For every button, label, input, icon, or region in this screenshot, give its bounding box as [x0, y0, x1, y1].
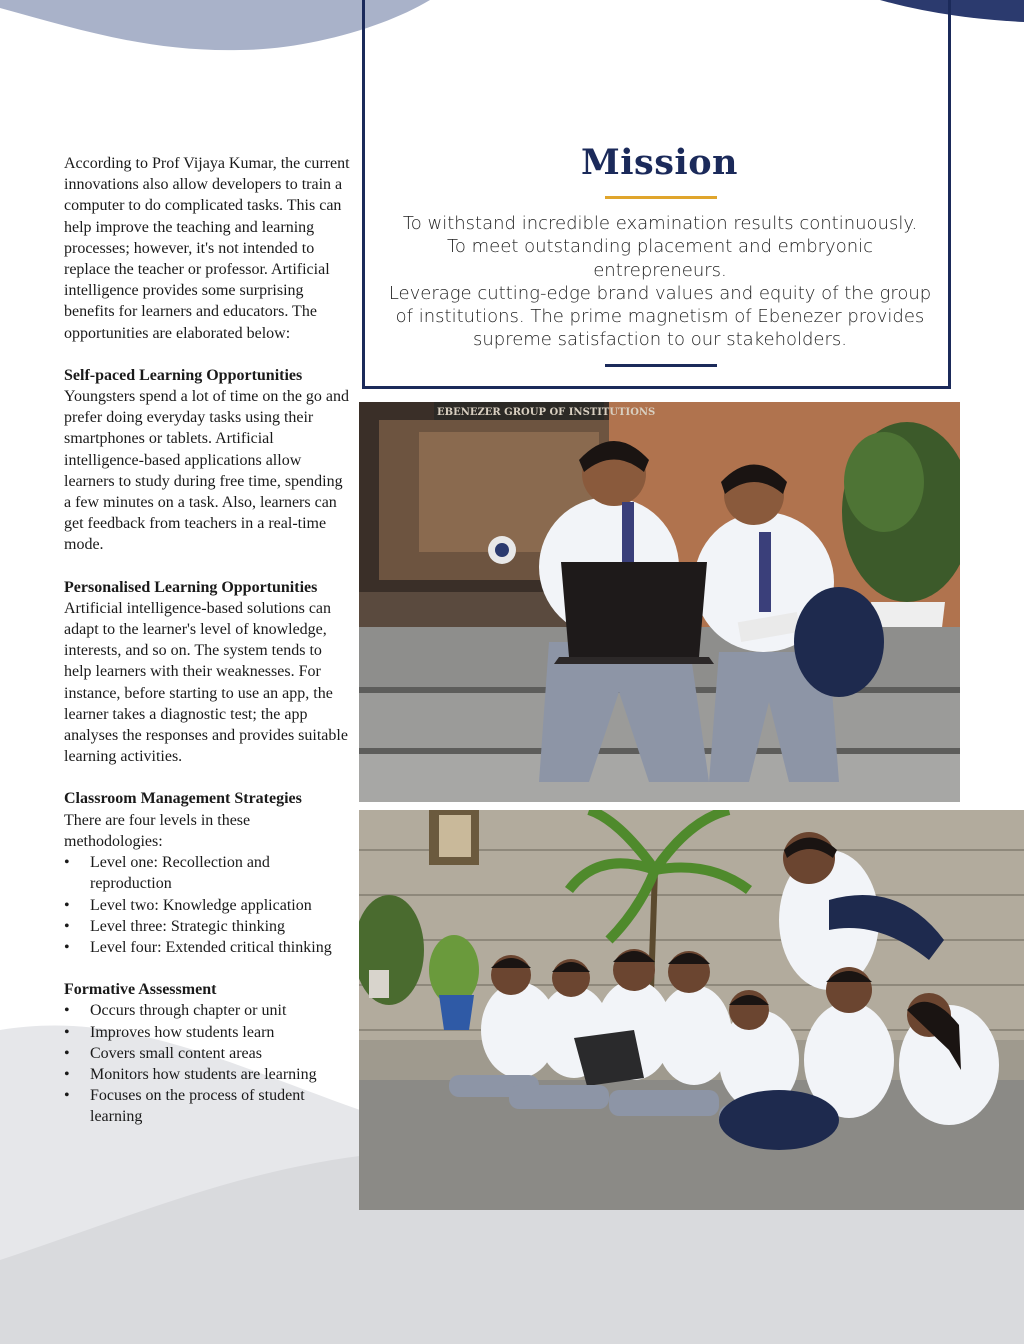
section-heading-formative: Formative Assessment: [64, 981, 217, 999]
mission-title-underline: [605, 196, 717, 199]
list-item: • Covers small content areas: [64, 1043, 352, 1064]
section-heading-classroom: Classroom Management Strategies: [64, 790, 302, 808]
classroom-levels-list: [64, 852, 352, 958]
list-item: • Focuses on the process of student learning: [64, 1085, 352, 1127]
list-item: • Occurs through chapter or unit: [64, 1000, 352, 1021]
list-item: • Level two: Knowledge application: [64, 895, 352, 916]
left-column: [64, 153, 352, 1128]
mission-bottom-divider: [605, 364, 717, 367]
student-group-photo: [359, 810, 1024, 1210]
list-item: • Level one: Recollection and reproduction: [64, 852, 352, 894]
mission-title: Mission: [580, 142, 739, 183]
mission-statement: [380, 212, 940, 352]
mission-line-3: Leverage cutting-edge brand values and equity of the group of institutions. The prime magnetism of Ebenezer provides supreme satisfaction to our stakeholders.: [388, 282, 932, 351]
mission-line-1: To withstand incredible examination results continuously.: [402, 213, 918, 234]
section-body-classroom: There are four levels in these methodologies:: [64, 811, 251, 850]
intro-paragraph: According to Prof Vijaya Kumar, the current innovations also allow developers to train a computer to do complicated tasks. This can help improve the teaching and learning processes; however, it's not intended to replace the teacher or professor. Artificial intelligence provides some surprising benefits for learners and educators. The opportunities are elaborated below:: [64, 155, 350, 342]
students-laptop-photo: [359, 402, 960, 802]
section-body-personalised: Artificial intelligence-based solutions can adapt to the learner's level of knowledge, interests, and so on. The system tends to help learners with their weaknesses. For instance, before starting to use an app, the learner takes a diagnostic test; the app analyses the responses and provides suitable learning activities.: [64, 599, 348, 766]
section-body-self-paced: Youngsters spend a lot of time on the go and prefer doing everyday tasks using their smartphones or tablets. Artificial intelligence-based applications allow learners to study during free time, spending a few minutes on a task. Also, learners can get feedback from teachers in a real-time mode.: [64, 388, 350, 554]
list-item: • Monitors how students are learning: [64, 1064, 352, 1085]
list-item: • Level three: Strategic thinking: [64, 916, 352, 937]
section-heading-personalised: Personalised Learning Opportunities: [64, 578, 318, 596]
section-heading-self-paced: Self-paced Learning Opportunities: [64, 366, 303, 384]
list-item: • Level four: Extended critical thinking: [64, 937, 352, 958]
mission-line-2: To meet outstanding placement and embryonic entrepreneurs.: [446, 236, 874, 281]
formative-assessment-list: [64, 1000, 352, 1127]
list-item: • Improves how students learn: [64, 1022, 352, 1043]
building-sign: EBENEZER GROUP OF INSTITUTIONS: [437, 407, 656, 418]
